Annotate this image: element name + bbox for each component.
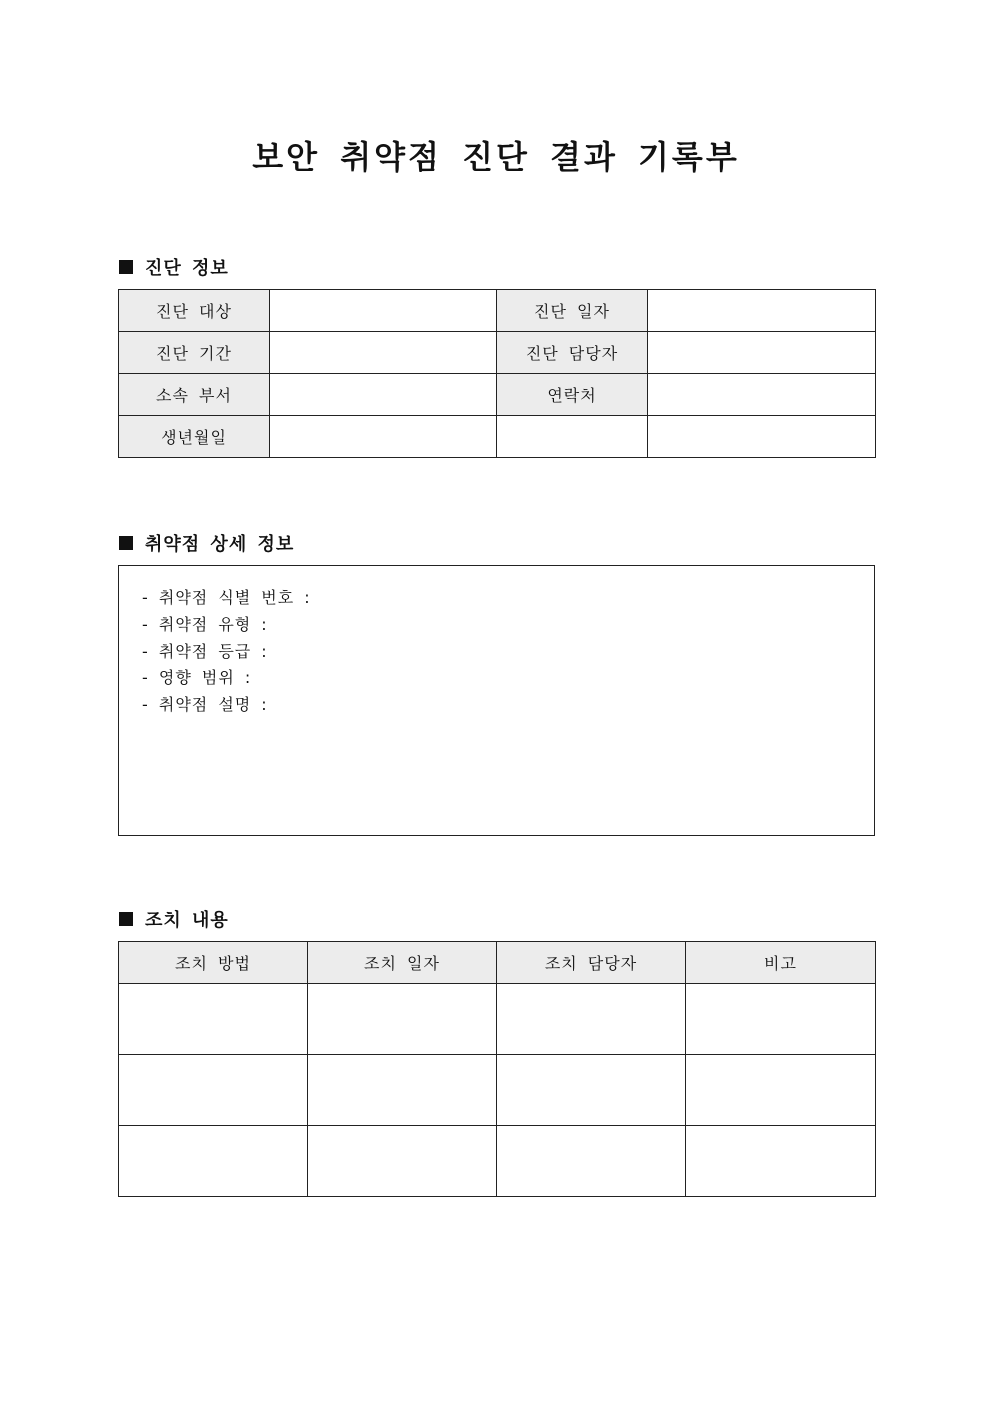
action-date-cell[interactable]	[308, 984, 497, 1055]
label-cell: 소속 부서	[119, 374, 270, 416]
action-method-cell[interactable]	[119, 984, 308, 1055]
column-header: 조치 방법	[119, 942, 308, 984]
table-row	[119, 290, 876, 332]
action-manager-cell[interactable]	[497, 1055, 686, 1126]
value-cell[interactable]	[648, 290, 876, 332]
label-cell: 진단 기간	[119, 332, 270, 374]
detail-item-scope: - 영향 범위 :	[142, 668, 252, 688]
action-method-cell[interactable]	[119, 1055, 308, 1126]
section-heading-action	[119, 906, 229, 932]
section-heading-label: 조치 내용	[145, 910, 229, 931]
table-row	[119, 1126, 876, 1197]
black-square-icon	[119, 536, 133, 550]
table-row	[119, 374, 876, 416]
detail-item-id: - 취약점 식별 번호 :	[142, 588, 311, 607]
label-cell: 생년월일	[119, 416, 270, 458]
table-row	[119, 1055, 876, 1126]
black-square-icon	[119, 912, 133, 926]
value-cell[interactable]	[648, 374, 876, 416]
action-note-cell[interactable]	[686, 984, 876, 1055]
action-table	[118, 941, 876, 1197]
section-heading-diagnosis-info	[119, 254, 229, 280]
value-cell[interactable]	[497, 416, 648, 458]
table-header-row	[119, 942, 876, 984]
action-manager-cell[interactable]	[497, 1126, 686, 1197]
detail-item-type: - 취약점 유형 :	[142, 614, 268, 634]
value-cell[interactable]	[648, 332, 876, 374]
action-note-cell[interactable]	[686, 1126, 876, 1197]
detail-item-description: - 취약점 설명 :	[142, 695, 268, 715]
section-heading-vulnerability-detail	[119, 530, 294, 556]
section-heading-label: 취약점 상세 정보	[145, 534, 295, 555]
table-row	[119, 984, 876, 1055]
action-method-cell[interactable]	[119, 1126, 308, 1197]
column-header: 조치 일자	[308, 942, 497, 984]
label-cell: 진단 대상	[119, 290, 270, 332]
value-cell[interactable]	[270, 332, 497, 374]
detail-item-grade: - 취약점 등급 :	[142, 641, 268, 661]
label-cell: 진단 담당자	[497, 332, 648, 374]
action-date-cell[interactable]	[308, 1126, 497, 1197]
column-header: 조치 담당자	[497, 942, 686, 984]
value-cell[interactable]	[270, 374, 497, 416]
table-row	[119, 416, 876, 458]
diagnosis-info-table	[118, 289, 876, 458]
value-cell[interactable]	[270, 290, 497, 332]
action-manager-cell[interactable]	[497, 984, 686, 1055]
column-header: 비고	[686, 942, 876, 984]
section-heading-label: 진단 정보	[145, 258, 229, 279]
detail-list	[119, 566, 874, 719]
value-cell[interactable]	[648, 416, 876, 458]
action-date-cell[interactable]	[308, 1055, 497, 1126]
value-cell[interactable]	[270, 416, 497, 458]
table-row	[119, 332, 876, 374]
label-cell: 진단 일자	[497, 290, 648, 332]
black-square-icon	[119, 260, 133, 274]
document-title: 보안 취약점 진단 결과 기록부	[252, 138, 740, 176]
vulnerability-detail-box[interactable]	[118, 565, 875, 836]
label-cell: 연락처	[497, 374, 648, 416]
action-note-cell[interactable]	[686, 1055, 876, 1126]
